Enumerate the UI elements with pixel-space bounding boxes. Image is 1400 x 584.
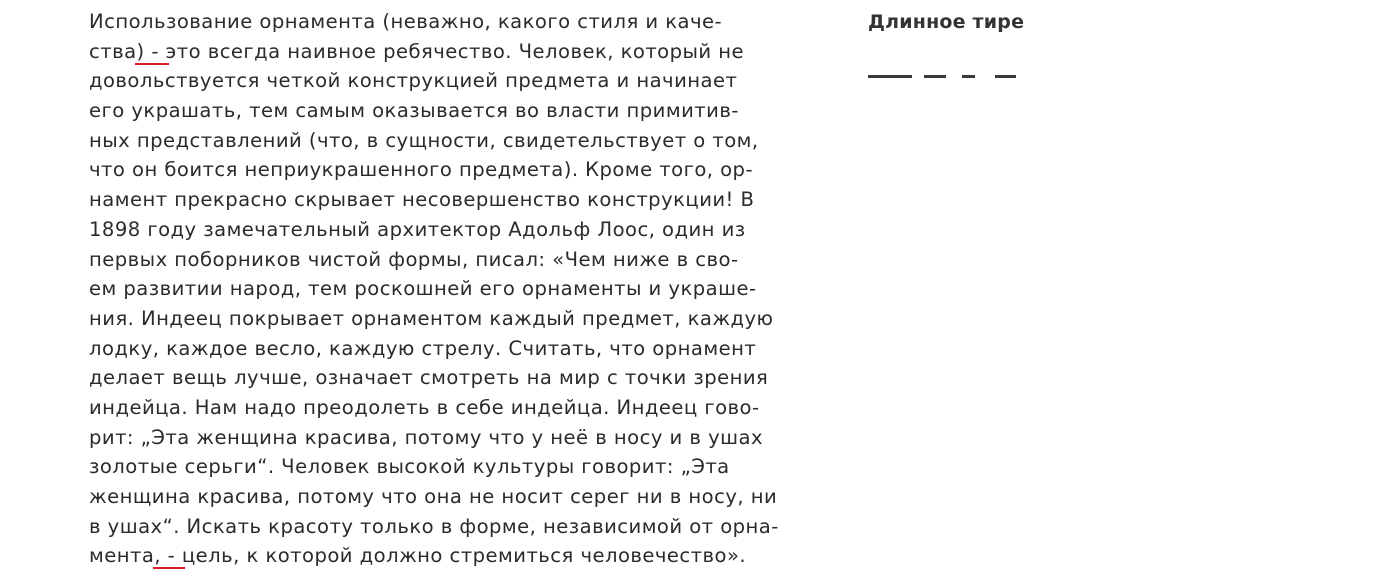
article-line-3: довольствуется четкой конструкцией предмета и начинает — [89, 69, 738, 93]
en-dash-sample — [924, 75, 946, 78]
article-line-17: женщина красива, потому что она не носит серег ни в носу, ни — [89, 485, 778, 508]
hyphen-error-underline — [153, 567, 185, 569]
article-line-8: 1898 году замечательный архитектор Адольф Лоос, один из — [89, 217, 746, 241]
article-line-15: рит: „Эта женщина красива, потому что у неё в носу и в ушах — [89, 425, 764, 449]
article-line-6: что он боится неприукрашенного предмета). Кроме того, ор- — [89, 158, 753, 182]
em-dash-sample — [868, 75, 912, 78]
hyphen-error-underline — [135, 63, 169, 65]
article-line-9: первых поборников чистой формы, писал: «Чем ниже в сво- — [89, 247, 739, 271]
article-line-10: ем развитии народ, тем роскошней его орнаменты и украше- — [89, 277, 757, 301]
dash-sample-panel — [868, 8, 1128, 36]
article-line-2 — [89, 37, 779, 67]
article-line-16: золотые серьги“. Человек высокой культуры говорит: „Эта — [89, 455, 730, 479]
dash-sample-title: Длинное тире — [868, 11, 1025, 33]
article-line-11: ния. Индеец покрывает орнаментом каждый предмет, каждую — [89, 306, 774, 330]
article-line-1: Использование орнамента (неважно, какого стиля и каче- — [89, 10, 723, 33]
article-line-4: его украшать, тем самым оказывается во власти примитив- — [89, 99, 739, 123]
article-line-14: индейца. Нам надо преодолеть в себе индейца. Индеец гово- — [89, 395, 760, 419]
article-line-5: ных представлений (что, в сущности, свидетельствует о том, — [89, 128, 759, 152]
article-line-2-text: ства) - это всегда наивное ребячество. Человек, который не — [89, 39, 745, 63]
article-line-12: лодку, каждое весло, каждую стрелу. Считать, что орнамент — [89, 336, 757, 360]
article-line-7: намент прекрасно скрывает несовершенство конструкции! В — [89, 188, 755, 212]
hyphen-sample — [962, 75, 975, 78]
article-text — [89, 7, 779, 571]
minus-sample — [995, 75, 1016, 78]
article-line-19-text: мента, - цель, к которой должно стремиться человечество». — [89, 544, 747, 568]
article-line-13: делает вещь лучше, означает смотреть на мир с точки зрения — [89, 366, 769, 390]
article-line-18: в ушах“. Искать красоту только в форме, независимой от орна- — [89, 514, 779, 538]
article-line-19 — [89, 541, 779, 571]
